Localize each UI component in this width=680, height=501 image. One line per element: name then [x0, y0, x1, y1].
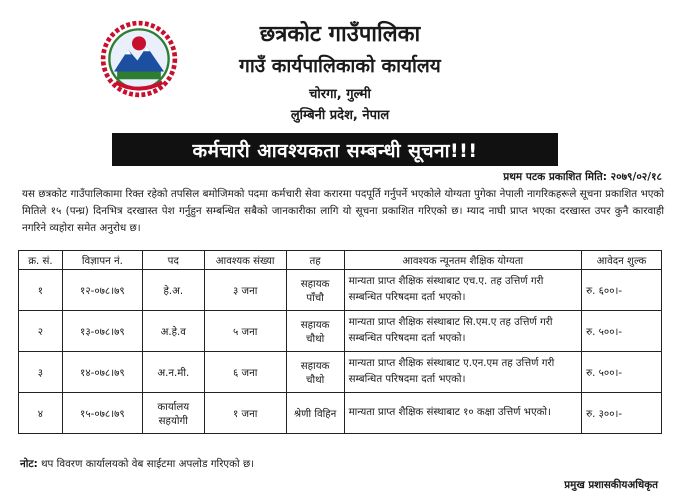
cell-level: सहायक चौथो	[286, 352, 344, 393]
cell-qualification: मान्यता प्राप्त शैक्षिक संस्थाबाट एच.ए. तह उत्तिर्ण गरी सम्बन्धित परिषदमा दर्ता भएको।	[344, 270, 581, 311]
table-header-row	[19, 251, 662, 270]
cell-sn: १	[19, 270, 63, 311]
cell-fee: रु. ६००।-	[582, 270, 662, 311]
cell-count: १ जना	[204, 393, 286, 434]
col-header-level: तह	[286, 251, 344, 270]
cell-level: श्रेणी विहिन	[286, 393, 344, 434]
cell-sn: ४	[19, 393, 63, 434]
municipality-title: छत्रकोट गाउँपालिका	[259, 22, 421, 47]
cell-qualification: मान्यता प्राप्त शैक्षिक संस्थाबाट सि.एम.ए तह उत्तिर्ण गरी सम्बन्धित परिषदमा दर्ता भएको।	[344, 311, 581, 352]
table-row	[19, 352, 662, 393]
cell-ad-no: १४-०७८।७९	[62, 352, 142, 393]
cell-count: ५ जना	[204, 311, 286, 352]
location-line: चोरगा, गुल्मी	[309, 87, 371, 102]
cell-level: सहायक चौथो	[286, 311, 344, 352]
footer-note	[20, 457, 254, 471]
cell-post: अ.न.मी.	[142, 352, 204, 393]
cell-count: ३ जना	[204, 270, 286, 311]
note-text: थप विवरण कार्यालयको वेब साईटमा अपलोड गरिएको छ।	[37, 458, 255, 470]
cell-fee: रु. ५००।-	[582, 352, 662, 393]
cell-post: अ.हे.व	[142, 311, 204, 352]
office-title: गाउँ कार्यपालिकाको कार्यालय	[239, 55, 441, 77]
col-header-post: पद	[142, 251, 204, 270]
cell-post: हे.अ.	[142, 270, 204, 311]
col-header-qualification: आवश्यक न्यूनतम शैक्षिक योग्यता	[344, 251, 581, 270]
table-row	[19, 393, 662, 434]
col-header-count: आवश्यक संख्या	[204, 251, 286, 270]
table-row	[19, 311, 662, 352]
cell-count: ६ जना	[204, 352, 286, 393]
cell-sn: २	[19, 311, 63, 352]
notice-banner: कर्मचारी आवश्यकता सम्बन्धी सूचना!!!	[112, 133, 558, 166]
cell-ad-no: १२-०७८।७९	[62, 270, 142, 311]
cell-post: कार्यालय सहयोगी	[142, 393, 204, 434]
cell-qualification: मान्यता प्राप्त शैक्षिक संस्थाबाट १० कक्षा उत्तिर्ण भएको।	[344, 393, 581, 434]
cell-ad-no: १३-०७८।७९	[62, 311, 142, 352]
signatory-title: प्रमुख प्रशासकीयअधिकृत	[564, 479, 658, 491]
province-line: लुम्बिनी प्रदेश, नेपाल	[290, 108, 390, 123]
cell-sn: ३	[19, 352, 63, 393]
note-label: नोट:	[20, 458, 38, 470]
cell-qualification: मान्यता प्राप्त शैक्षिक संस्थाबाट ए.एन.एम तह उत्तिर्ण गरी सम्बन्धित परिषदमा दर्ता भएको।	[344, 352, 581, 393]
table-row	[19, 270, 662, 311]
col-header-ad-no: विज्ञापन नं.	[62, 251, 142, 270]
intro-paragraph: यस छत्रकोट गाउँपालिकामा रिक्त रहेको तपसिल बमोजिमको पदमा कर्मचारी सेवा करारमा पदपूर्ति गर्नुपर्ने भएकोले योग्यता पुगेका नेपाली नागरिकहरूले सूचना प्रकाशित भएको मितिले १५ (पन्ध्र) दिनभित्र दरखास्त पेश गर्नुहुन सम्बन्धित सबैको जानकारीका लागि यो सूचना प्रकाशित गरिएको छ। म्याद नाघी प्राप्त भएका दरखास्त उपर कुनै कारवाही नगरिने व्यहोरा समेत अनुरोध छ।	[22, 188, 664, 234]
cell-fee: रु. ५००।-	[582, 311, 662, 352]
vacancy-table	[18, 250, 662, 434]
col-header-sn: क्र. सं.	[19, 251, 63, 270]
published-date: प्रथम पटक प्रकाशित मिति: २०७९/०२/१८	[503, 171, 662, 183]
cell-level: सहायक पाँचौ	[286, 270, 344, 311]
col-header-fee: आवेदन शुल्क	[582, 251, 662, 270]
cell-ad-no: १५-०७८।७९	[62, 393, 142, 434]
cell-fee: रु. ३००।-	[582, 393, 662, 434]
